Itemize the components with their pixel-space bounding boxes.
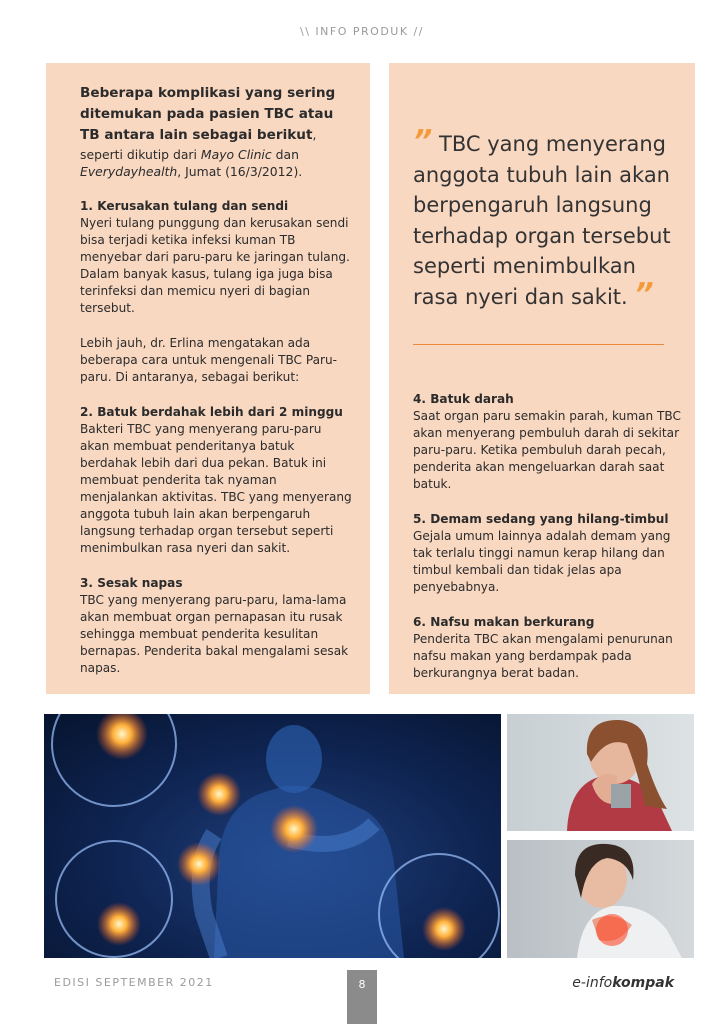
- intro-text-a: , seperti dikutip dari: [80, 127, 317, 162]
- section-title: 5. Demam sedang yang hilang-timbul: [413, 512, 669, 526]
- section-breath: [80, 575, 354, 677]
- brand-logo: [572, 975, 674, 991]
- intro-paragraph: [80, 83, 354, 180]
- intro-source-1: Mayo Clinic: [200, 147, 272, 162]
- joint-pain-graphic: [44, 714, 501, 958]
- section-title: 4. Batuk darah: [413, 392, 514, 406]
- section-bone-joint: [80, 198, 354, 317]
- edition-label: EDISI SEPTEMBER 2021: [54, 976, 214, 989]
- left-text-panel: [46, 63, 370, 694]
- intro-text-c: , Jumat (16/3/2012).: [177, 164, 303, 179]
- section-recognize: [80, 335, 354, 386]
- section-fever: [413, 511, 681, 596]
- section-header: \\ INFO PRODUK //: [300, 25, 424, 38]
- section-title: 3. Sesak napas: [80, 576, 183, 590]
- section-body: Gejala umum lainnya adalah demam yang tak terlalu tinggi namun kerap hilang dan timbul kembali dan tidak jelas apa penyebabnya.: [413, 529, 671, 594]
- intro-source-2: Everydayhealth: [80, 164, 178, 179]
- section-title: 1. Kerusakan tulang dan sendi: [80, 199, 289, 213]
- intro-bold: Beberapa komplikasi yang sering ditemukan pada pasien TBC atau TB antara lain sebagai berikut: [80, 85, 336, 143]
- section-body: TBC yang menyerang paru-paru, lama-lama akan membuat organ pernapasan itu rusak sehingga membuat penderita kesulitan bernapas. Penderita bakal mengalami sesak napas.: [80, 593, 349, 675]
- section-body: Bakteri TBC yang menyerang paru-paru akan membuat penderitanya batuk berdahak lebih dari dua pekan. Batuk ini membuat penderita tak nyaman menjalankan aktivitas. TBC yang menyerang anggota tubuh lain akan berpengaruh langsung terhadap organ tersebut seperti menimbulkan rasa nyeri dan sakit.: [80, 422, 352, 555]
- section-body: Lebih jauh, dr. Erlina mengatakan ada beberapa cara untuk mengenali TBC Paru-paru. Di antaranya, sebagai berikut:: [80, 336, 337, 384]
- quote-divider: [413, 344, 664, 345]
- quote-text: TBC yang menyerang anggota tubuh lain akan berpengaruh langsung terhadap organ tersebut seperti menimbulkan rasa nyeri dan sakit.: [413, 132, 671, 309]
- section-blood-cough: [413, 391, 681, 493]
- right-text-panel: [389, 63, 695, 694]
- section-body: Penderita TBC akan mengalami penurunan nafsu makan yang berdampak pada berkurangnya berat badan.: [413, 632, 673, 680]
- section-title: 2. Batuk berdahak lebih dari 2 minggu: [80, 405, 343, 419]
- section-body: Saat organ paru semakin parah, kuman TBC akan menyerang pembuluh darah di sekitar paru-paru. Ketika pembuluh darah pecah, penderita akan mengeluarkan darah saat batuk.: [413, 409, 681, 491]
- section-title: 6. Nafsu makan berkurang: [413, 615, 595, 629]
- section-cough: [80, 404, 354, 557]
- joint-pain-illustration: [44, 714, 501, 958]
- right-sections: [413, 391, 681, 700]
- pull-quote: [413, 124, 683, 312]
- brand-prefix: e-info: [572, 975, 613, 991]
- section-body: Nyeri tulang punggung dan kerusakan sendi bisa terjadi ketika infeksi kuman TB menyebar dari paru-paru ke jaringan tulang. Dalam banyak kasus, tulang iga juga bisa terinfeksi dan memicu nyeri di bagian tersebut.: [80, 216, 350, 315]
- chest-pain-woman-photo: [507, 840, 694, 958]
- section-appetite: [413, 614, 681, 682]
- page-number: 8: [347, 970, 377, 1024]
- chest-pain-woman-graphic: [507, 840, 694, 958]
- brand-bold: kompak: [612, 975, 674, 991]
- quote-close-mark: ”: [634, 276, 654, 312]
- coughing-woman-graphic: [507, 714, 694, 831]
- intro-text-b: dan: [271, 147, 299, 162]
- coughing-woman-photo: [507, 714, 694, 831]
- quote-open-mark: ”: [413, 124, 433, 159]
